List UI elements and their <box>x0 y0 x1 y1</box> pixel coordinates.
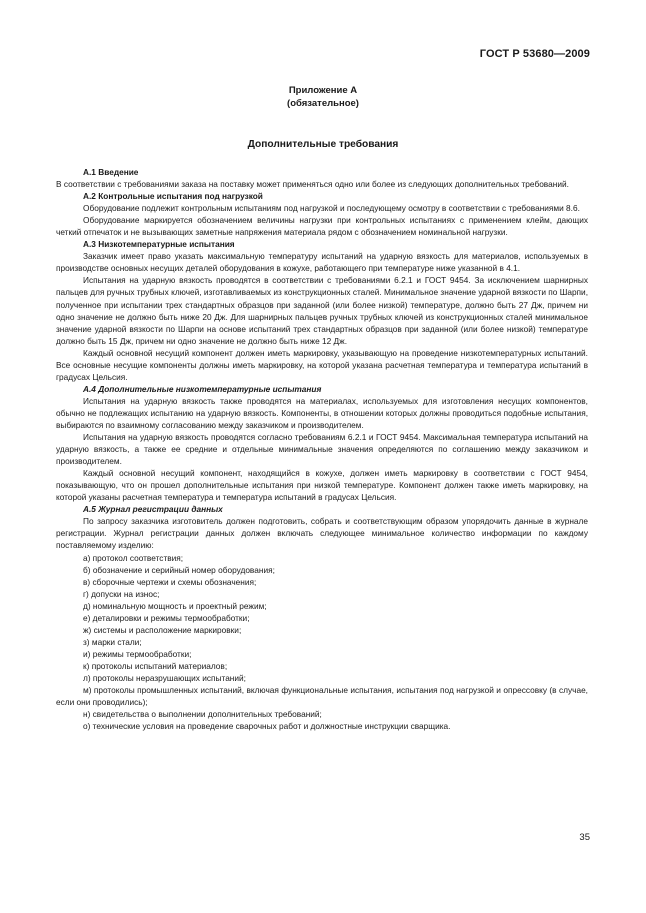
section-a2-paragraph-2: Оборудование маркируется обозначением величины нагрузки при контрольных испытаниях с применением клейм, дающих четкий отпечаток и не вызывающих заметные напряжения материала рядом с обозначением номинальной нагрузки. <box>56 215 588 238</box>
annex-title: Приложение А <box>288 85 358 96</box>
annex-subtitle: (обязательное) <box>287 98 359 109</box>
list-item: е) деталировки и режимы термообработки; <box>83 612 250 623</box>
list-item: в) сборочные чертежи и схемы обозначения; <box>83 576 257 587</box>
list-item: б) обозначение и серийный номер оборудования; <box>83 564 275 575</box>
standard-header: ГОСТ Р 53680—2009 <box>479 48 590 60</box>
section-a2-heading: А.2 Контрольные испытания под нагрузкой <box>83 191 263 202</box>
section-a1-heading: А.1 Введение <box>83 167 139 177</box>
section-a4-paragraph-2: Испытания на ударную вязкость проводятся согласно требованиям 6.2.1 и ГОСТ 9454. Максимальная температура испытаний на ударную вязкость, а также ее средние и отдельные минимальные значения определяются по соглашению между заказчиком и производителем. <box>56 432 588 467</box>
list-item: к) протоколы испытаний материалов; <box>83 660 228 671</box>
section-a2-paragraph-1: Оборудование подлежит контрольным испытаниям под нагрузкой и последующему осмотру в соответствии с требованиями 8.6. <box>83 203 580 214</box>
section-a3-heading: А.3 Низкотемпературные испытания <box>83 239 235 250</box>
list-item: д) номинальную мощность и проектный режим; <box>83 600 267 611</box>
page-number: 35 <box>579 832 590 843</box>
annex-heading <box>0 84 646 110</box>
section-a3-paragraph-2: Испытания на ударную вязкость проводятся в соответствии с требованиями 6.2.1 и ГОСТ 9454. За исключением шарнирных пальцев для ручных трубных ключей, изготавливаемых из конструкционных сталей. Минимальное значение ударной вязкости по Шарпи, полученное при испытании трех стандартных образцов при заданной (или более низкой) температуре, должно быть 27 Дж, причем ни одно значение не должно быть ниже 20 Дж. Для шарнирных пальцев ручных трубных ключей из конструкционных сталей минимальное значение ударной вязкости по Шарпи на основе испытаний трех стандартных образцов при заданной (или более низкой) температуре должно быть 15 Дж, причем ни одно значение не должно быть ниже 12 Дж. <box>56 275 588 346</box>
section-a4-paragraph-3: Каждый основной несущий компонент, находящийся в кожухе, должен иметь маркировку в соответствии с ГОСТ 9454, показывающую, что он прошел дополнительные испытания при низкой температуре. Компонент должен также иметь маркировку, на которой указаны расчетная температура и температура испытаний в градусах Цельсия. <box>56 468 588 503</box>
list-item: л) протоколы неразрушающих испытаний; <box>83 672 246 683</box>
list-item: м) протоколы промышленных испытаний, включая функциональные испытания, испытания под нагрузкой и опрессовку (в случае, если они проводились); <box>56 685 588 708</box>
page-title: Дополнительные требования <box>247 139 399 150</box>
section-a5-heading: А.5 Журнал регистрации данных <box>83 504 223 515</box>
section-a3-paragraph-3: Каждый основной несущий компонент должен иметь маркировку, указывающую на проведение низкотемпературных испытаний. Все основные несущие компоненты должны иметь маркировку, на которой указана расчетная температура и температура испытаний в градусах Цельсия. <box>56 347 588 382</box>
document-body <box>56 166 588 732</box>
section-a1-paragraph: В соответствии с требованиями заказа на поставку может применяться одно или более из следующих дополнительных требований. <box>56 179 569 190</box>
section-a4-heading: А.4 Дополнительные низкотемпературные испытания <box>83 383 322 394</box>
list-item: н) свидетельства о выполнении дополнительных требований; <box>83 709 322 720</box>
list-item: г) допуски на износ; <box>83 588 160 599</box>
section-a5-paragraph: По запросу заказчика изготовитель должен подготовить, собрать и соответствующим образом упорядочить данные в журнале регистрации. Журнал регистрации данных должен включать следующее минимальное количество информации по каждому поставляемому изделию: <box>56 516 588 551</box>
list-item: ж) системы и расположение маркировки; <box>83 624 242 635</box>
section-a5-list <box>56 552 588 733</box>
list-item: о) технические условия на проведение сварочных работ и должностные инструкции сварщика. <box>83 721 451 732</box>
list-item: а) протокол соответствия; <box>83 552 184 563</box>
list-item: и) режимы термообработки; <box>83 648 192 659</box>
section-a4-paragraph-1: Испытания на ударную вязкость также проводятся на материалах, используемых для изготовления несущих компонентов, обычно не подлежащих испытанию на ударную вязкость. Компоненты, в отношении которых должны проводиться подобные испытания, выбираются по взаимному согласованию между заказчиком и производителем. <box>56 395 588 430</box>
section-a3-paragraph-1: Заказчик имеет право указать максимальную температуру испытаний на ударную вязкость для материалов, используемых в производстве основных несущих деталей оборудования в кожухе, работающего при температуре ниже указанной в 4.1. <box>56 251 588 274</box>
list-item: з) марки стали; <box>83 636 142 647</box>
